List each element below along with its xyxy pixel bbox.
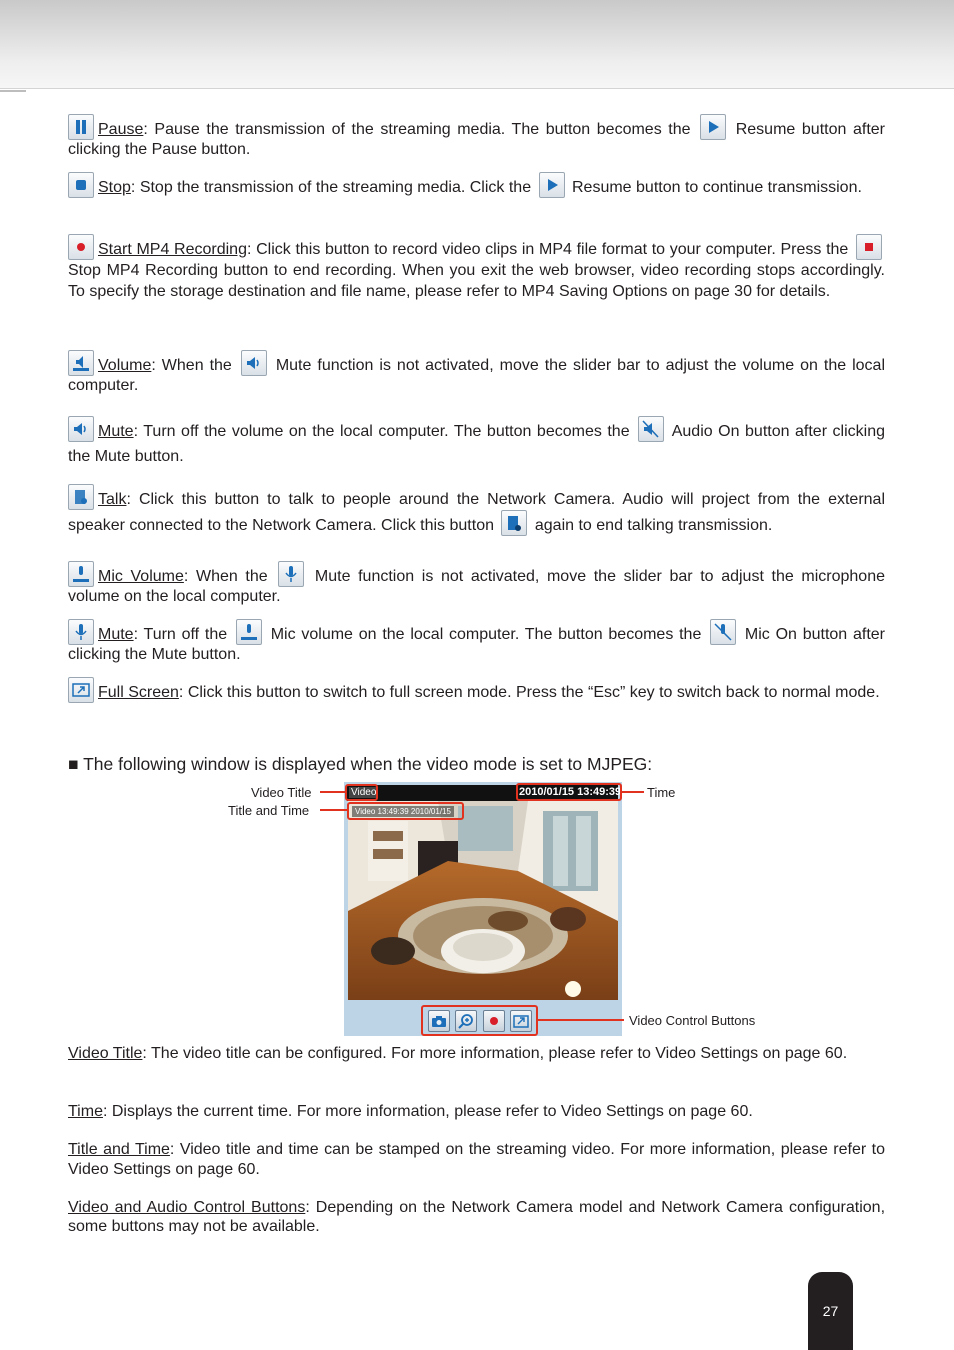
record-label: Start MP4 Recording <box>98 241 247 258</box>
snapshot-button[interactable] <box>428 1010 450 1032</box>
header-rule <box>0 90 26 92</box>
mjpeg-heading: ■ The following window is displayed when the video mode is set to MJPEG: <box>68 754 653 774</box>
pause-paragraph: Pause: Pause the transmission of the streaming media. The button becomes the Resume button after clicking the Pause button. <box>68 114 885 159</box>
title-time-stamp: Video 13:49:39 2010/01/15 <box>352 806 454 817</box>
talk-icon[interactable] <box>68 484 94 510</box>
controls-callout: Video Control Buttons <box>629 1013 756 1028</box>
stop-recording-icon[interactable] <box>856 234 882 260</box>
volume-slider-icon[interactable] <box>68 350 94 376</box>
pause-label: Pause <box>98 121 144 138</box>
record-icon <box>484 1011 504 1031</box>
talk-label: Talk <box>98 491 127 508</box>
fullscreen-icon[interactable] <box>68 677 94 703</box>
zoom-button[interactable] <box>455 1010 477 1032</box>
camera-view-image <box>348 801 618 1000</box>
zoom-icon <box>456 1011 476 1031</box>
camera-icon <box>429 1011 449 1031</box>
talk-paragraph: Talk: Click this button to talk to people around the Network Camera. Audio will project from the external speaker connected to the Network Camera. Click this button again to end talking transmission. <box>68 484 885 536</box>
fullscreen-button[interactable] <box>510 1010 532 1032</box>
page-number: 27 <box>822 1303 839 1319</box>
mic-mute-paragraph: Mute: Turn off the Mic volume on the local computer. The button becomes the Mic On button after clicking the Mute button. <box>68 619 885 664</box>
mic-volume-slider-icon[interactable] <box>236 619 262 645</box>
resume-icon[interactable] <box>700 114 726 140</box>
microphone-muted-icon[interactable] <box>710 619 736 645</box>
time-highlight <box>516 783 622 801</box>
pause-icon[interactable] <box>68 114 94 140</box>
controls-description: Video and Audio Control Buttons: Depending on the Network Camera model and Network Camera configuration, some buttons may not be available. <box>68 1199 886 1235</box>
header-band <box>0 0 954 89</box>
volume-paragraph: Volume: When the Mute function is not activated, move the slider bar to adjust the volume on the local computer. <box>68 350 885 395</box>
mic-volume-paragraph: Mic Volume: When the Mute function is not activated, move the slider bar to adjust the microphone volume on the local computer. <box>68 561 885 606</box>
video-title-highlight <box>345 784 378 801</box>
stop-icon[interactable] <box>68 172 94 198</box>
mic-volume-slider-icon[interactable] <box>68 561 94 587</box>
microphone-icon[interactable] <box>278 561 304 587</box>
speaker-icon[interactable] <box>241 350 267 376</box>
mic-volume-label: Mic Volume <box>98 568 184 585</box>
record-paragraph: Start MP4 Recording: Click this button to record video clips in MP4 file format to your computer. Press the Stop MP4 Recording button to end recording. When you exit the web browser, video recording stops accordingly. To specify the storage destination and file name, please refer to MP4 Saving Options on page 30 for details. <box>68 234 885 302</box>
title-time-callout: Title and Time <box>228 803 310 818</box>
record-icon[interactable] <box>68 234 94 260</box>
mute-paragraph: Mute: Turn off the volume on the local computer. The button becomes the Audio On button after clicking the Mute button. <box>68 416 885 469</box>
fullscreen-icon <box>511 1011 531 1031</box>
fullscreen-paragraph: Full Screen: Click this button to switch to full screen mode. Press the “Esc” key to switch back to normal mode. <box>68 677 885 703</box>
title-time-description: Title and Time: Video title and time can be stamped on the streaming video. For more information, please refer to Video Settings on page 60. <box>68 1141 885 1178</box>
fullscreen-label: Full Screen <box>98 684 179 701</box>
talk-active-icon[interactable] <box>501 510 527 536</box>
mute-label: Mute <box>98 423 134 440</box>
record-button[interactable] <box>483 1010 505 1032</box>
time-description: Time: Displays the current time. For more information, please refer to Video Settings on page 60. <box>68 1103 753 1120</box>
volume-label: Volume <box>98 357 152 374</box>
stop-paragraph: Stop: Stop the transmission of the streaming media. Click the Resume button to continue transmission. <box>68 172 885 198</box>
speaker-muted-icon[interactable] <box>638 416 664 442</box>
stop-label: Stop <box>98 179 131 196</box>
mic-mute-label: Mute <box>98 626 134 643</box>
video-title-description: Video Title: The video title can be configured. For more information, please refer to Video Settings on page 60. <box>68 1045 848 1062</box>
video-title-callout: Video Title <box>251 785 312 800</box>
resume-icon[interactable] <box>539 172 565 198</box>
microphone-icon[interactable] <box>68 619 94 645</box>
video-time-text: 2010/01/15 13:49:39 <box>519 786 622 798</box>
title-time-highlight <box>347 802 464 820</box>
time-callout: Time <box>647 785 676 800</box>
speaker-icon[interactable] <box>68 416 94 442</box>
video-title-text: Video <box>351 787 377 798</box>
